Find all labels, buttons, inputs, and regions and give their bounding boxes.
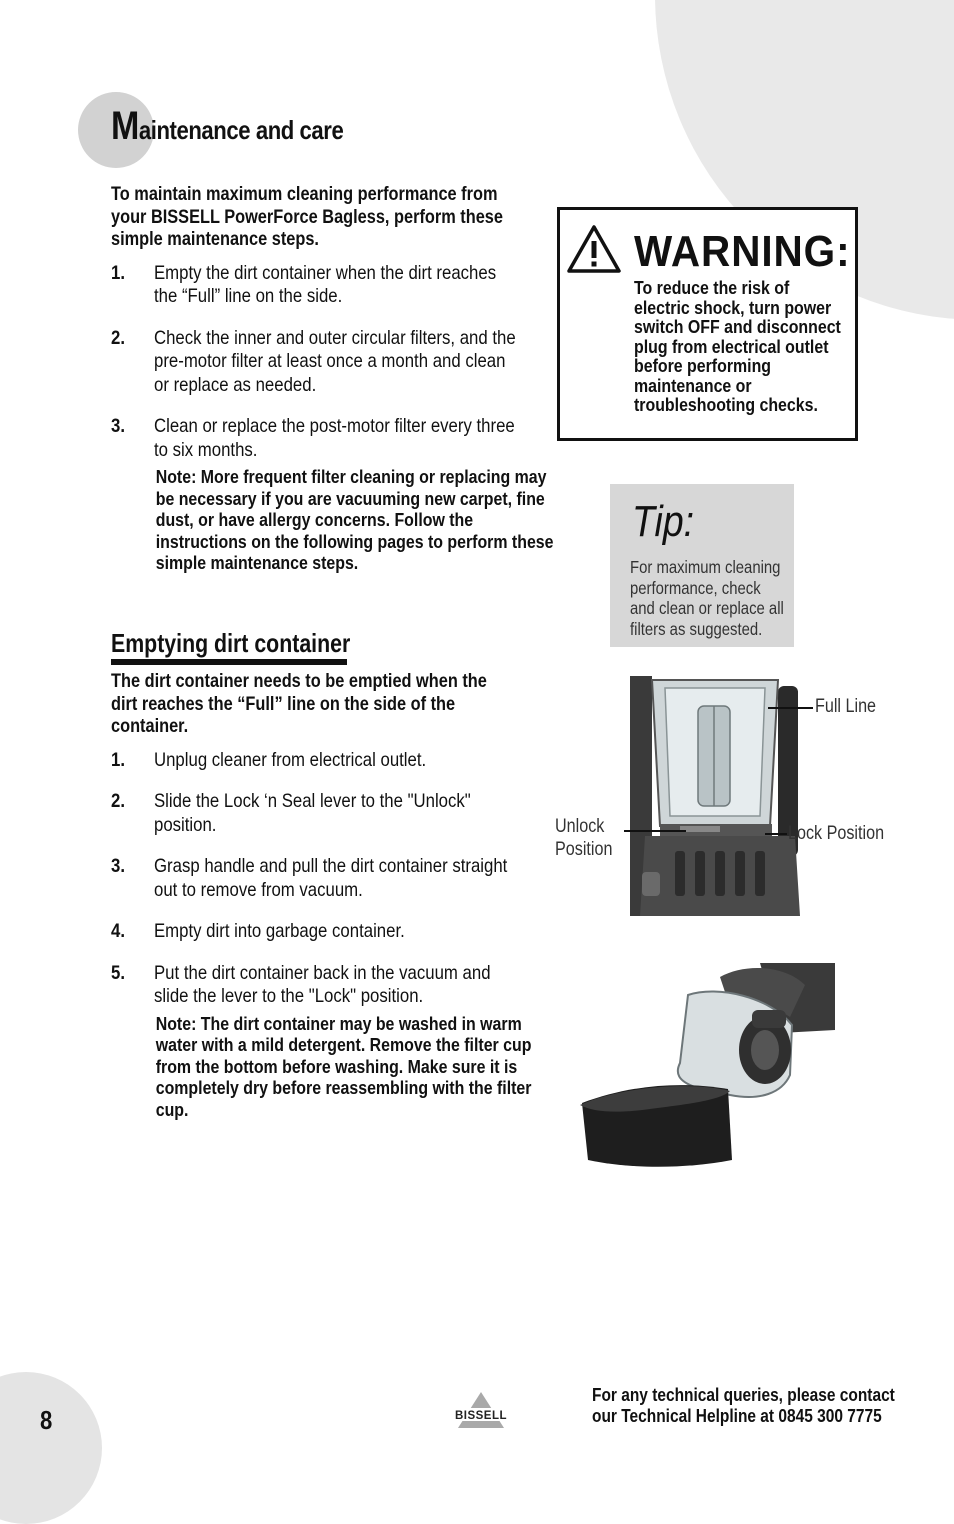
- emptying-intro: The dirt container needs to be emptied when the dirt reaches the “Full” line on the side of the container.: [111, 671, 487, 737]
- unlock-label-line2: Position: [555, 839, 613, 860]
- step-number: 1.: [111, 261, 125, 284]
- unlock-leader: [624, 830, 686, 832]
- page-number: 8: [40, 1405, 53, 1435]
- warning-triangle-icon: [566, 224, 622, 274]
- bissell-logo: [450, 1390, 512, 1432]
- emptying-step: [111, 749, 524, 773]
- emptying-photo: [570, 955, 840, 1170]
- step-number: 2.: [111, 326, 125, 349]
- step-number: 2.: [111, 790, 125, 812]
- warning-title: WARNING:: [634, 227, 851, 276]
- heading-underline: [111, 659, 347, 665]
- maintenance-step: [111, 262, 524, 309]
- vacuum-container-photo: [620, 676, 805, 916]
- footer-contact: For any technical queries, please contact our Technical Helpline at 0845 300 7775: [592, 1385, 895, 1426]
- full-line-leader: [768, 707, 813, 709]
- step-number: 3.: [111, 855, 125, 877]
- step-number: 5.: [111, 961, 125, 984]
- svg-text:BISSELL: BISSELL: [454, 1410, 508, 1422]
- tip-text: For maximum cleaning performance, check and clean or replace all filters as suggested.: [630, 557, 784, 639]
- step-text: Empty the dirt container when the dirt reaches the “Full” line on the side.: [154, 261, 497, 307]
- maintenance-section: [111, 184, 554, 592]
- step-number: 3.: [111, 415, 125, 437]
- emptying-step: [111, 790, 524, 837]
- step-text: Grasp handle and pull the dirt container straight out to remove from vacuum.: [154, 855, 508, 901]
- emptying-note: Note: The dirt container may be washed in warm water with a mild detergent. Remove the filter cup from the bottom before washing. Make sure it is completely dry before reassembling with the filter cup.: [155, 1012, 532, 1120]
- emptying-step: [111, 855, 524, 902]
- title-rest: aintenance and care: [138, 115, 344, 145]
- warning-box: [557, 207, 858, 441]
- step-number: 1.: [111, 748, 125, 771]
- warning-text: To reduce the risk of electric shock, turn power switch OFF and disconnect plug from electrical outlet before performing maintenance or troubleshooting checks.: [634, 277, 841, 415]
- emptying-step: [111, 920, 524, 944]
- step-text: Put the dirt container back in the vacuum and slide the lever to the "Lock" position.: [154, 961, 491, 1007]
- step-text: Check the inner and outer circular filters, and the pre-motor filter at least once a month and clean or replace as needed.: [154, 326, 516, 396]
- step-text: Slide the Lock ‘n Seal lever to the "Unlock" position.: [154, 790, 471, 836]
- step-text: Clean or replace the post-motor filter every three to six months.: [154, 415, 515, 461]
- emptying-step: [111, 962, 524, 1009]
- page-number-circle: [0, 1372, 102, 1524]
- lock-position-label: Lock Position: [788, 823, 885, 844]
- maintenance-note: Note: More frequent filter cleaning or replacing may be necessary if you are vacuuming new carpet, fine dust, or have allergy concerns. Follow the instructions on the following pages to perform these simple maintenance steps.: [155, 466, 554, 573]
- step-text: Empty dirt into garbage container.: [154, 920, 405, 942]
- title-initial: M: [111, 104, 139, 148]
- step-text: Unplug cleaner from electrical outlet.: [154, 748, 427, 771]
- tip-box: [610, 484, 794, 647]
- maintenance-step: [111, 415, 524, 462]
- lock-leader: [765, 833, 787, 835]
- step-number: 4.: [111, 920, 125, 942]
- unlock-label-line1: Unlock: [555, 816, 605, 837]
- maintenance-step: [111, 327, 524, 398]
- emptying-heading: Emptying dirt container: [111, 628, 351, 658]
- tip-title: Tip:: [632, 497, 695, 546]
- emptying-section: [111, 671, 532, 1139]
- full-line-label: Full Line: [815, 696, 877, 717]
- page-title: [111, 106, 343, 146]
- maintenance-intro: To maintain maximum cleaning performance from your BISSELL PowerForce Bagless, perform these simple maintenance steps.: [111, 184, 503, 250]
